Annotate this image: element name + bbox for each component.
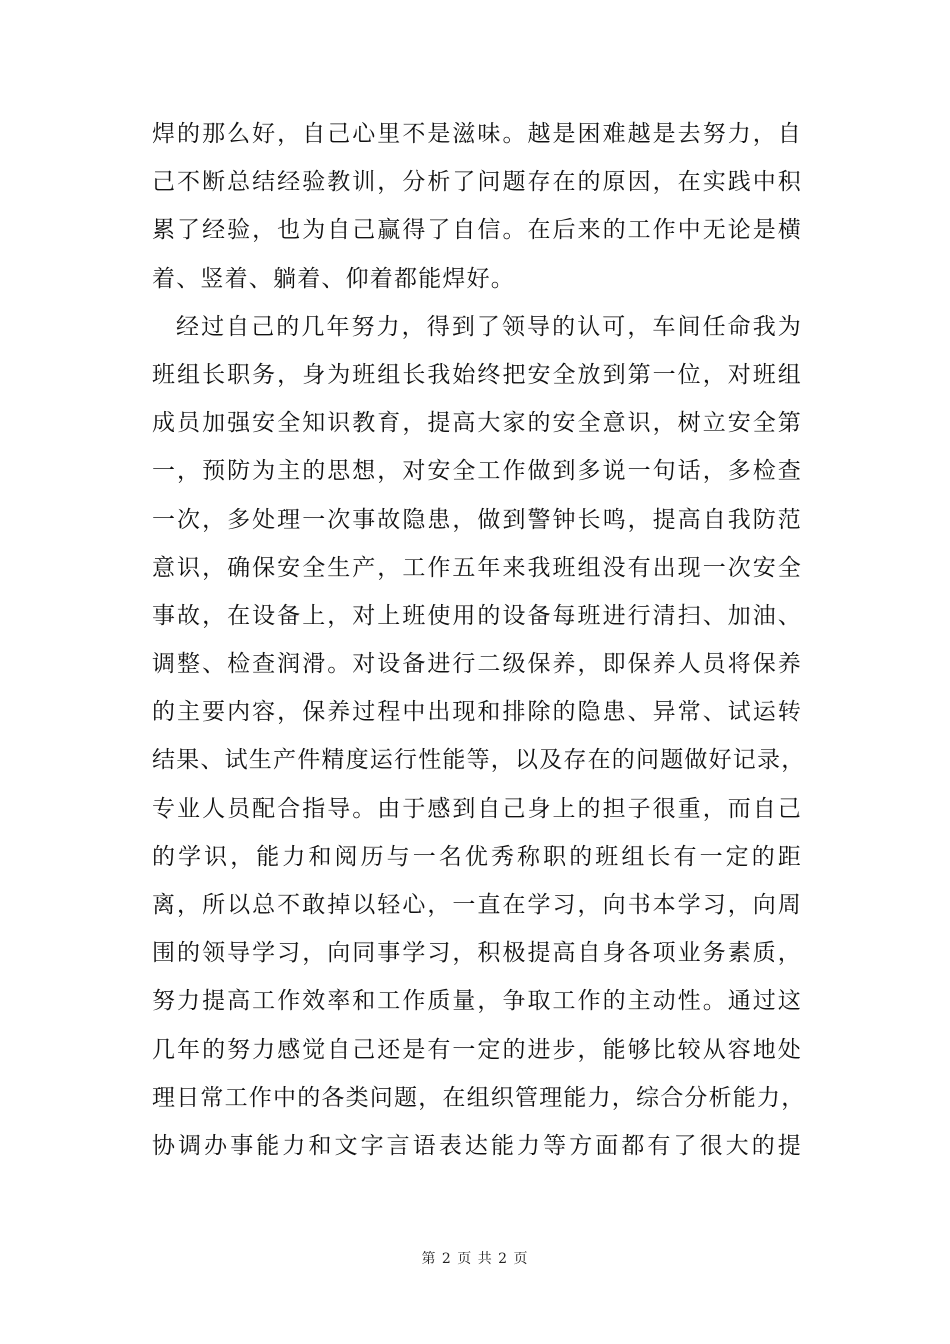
text-line: 事故，在设备上，对上班使用的设备每班进行清扫、加油、	[152, 602, 802, 629]
text-line: 累了经验，也为自己赢得了自信。在后来的工作中无论是横	[152, 217, 802, 244]
text-line: 成员加强安全知识教育，提高大家的安全意识，树立安全第	[152, 410, 802, 437]
text-line: 理日常工作中的各类问题，在组织管理能力，综合分析能力，	[152, 1084, 806, 1111]
text-line: 着、竖着、躺着、仰着都能焊好。	[152, 265, 515, 292]
text-line: 班组长职务，身为班组长我始终把安全放到第一位，对班组	[152, 361, 802, 388]
body-text	[152, 110, 806, 1170]
text-line: 离，所以总不敢掉以轻心，一直在学习，向书本学习，向周	[152, 892, 802, 918]
text-line: 一，预防为主的思想，对安全工作做到多说一句话，多检查	[152, 458, 802, 485]
paragraph-1	[152, 110, 802, 303]
text-line: 的主要内容，保养过程中出现和排除的隐患、异常、试运转	[152, 699, 802, 726]
text-line: 围的领导学习，向同事学习，积极提高自身各项业务素质，	[152, 940, 802, 967]
text-line: 意识，确保安全生产，工作五年来我班组没有出现一次安全	[152, 554, 802, 581]
text-line: 己不断总结经验教训，分析了问题存在的原因，在实践中积	[152, 169, 802, 196]
text-line: 努力提高工作效率和工作质量，争取工作的主动性。通过这	[152, 988, 802, 1015]
text-line: 专业人员配合指导。由于感到自己身上的担子很重，而自己	[152, 795, 802, 822]
text-line: 协调办事能力和文字言语表达能力等方面都有了很大的提	[152, 1132, 802, 1159]
text-line: 经过自己的几年努力，得到了领导的认可，车间任命我为	[176, 313, 802, 340]
text-line: 焊的那么好，自己心里不是滋味。越是困难越是去努力，自	[152, 121, 802, 147]
text-line: 的学识，能力和阅历与一名优秀称职的班组长有一定的距	[152, 843, 802, 870]
text-line: 一次，多处理一次事故隐患，做到警钟长鸣，提高自我防范	[152, 506, 802, 533]
text-line: 调整、检查润滑。对设备进行二级保养，即保养人员将保养	[152, 651, 802, 678]
text-line: 几年的努力感觉自己还是有一定的进步，能够比较从容地处	[152, 1036, 802, 1063]
text-line: 结果、试生产件精度运行性能等，以及存在的问题做好记录，	[152, 747, 806, 774]
paragraph-2	[152, 303, 806, 1170]
page-footer: 第 2 页 共 2 页	[421, 1251, 529, 1267]
